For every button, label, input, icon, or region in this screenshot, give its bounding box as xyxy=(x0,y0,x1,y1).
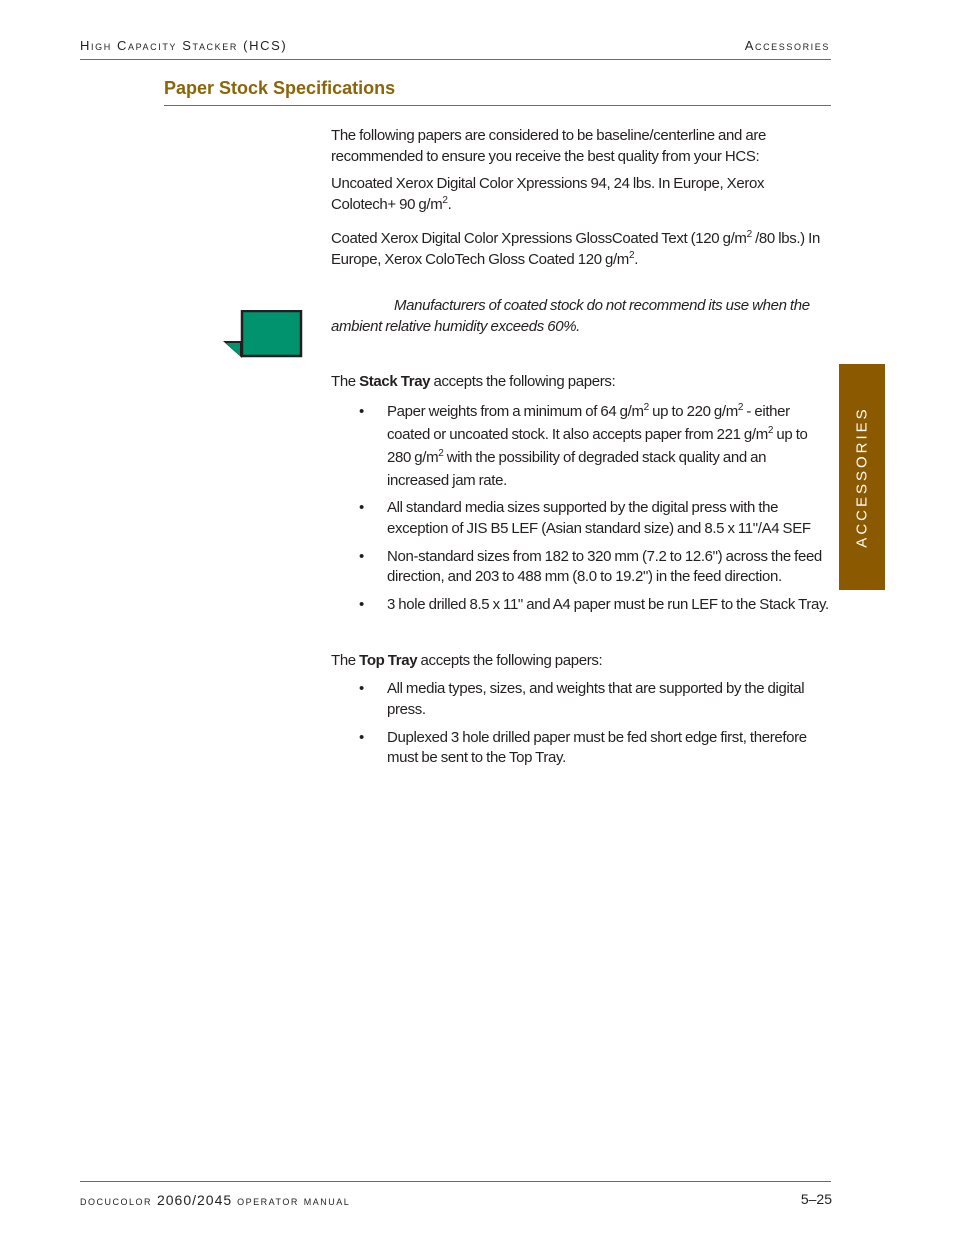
list-item: • Paper weights from a minimum of 64 $g/m^2$ up to 220 $g/m^2$ - either coated or uncoated stock. It also accepts paper from 221 $g/m^2$ up to 280 $g/m^2$ with the possibility of degraded stack quality and an increased jam rate. xyxy=(331,400,831,492)
list-item: • All media types, sizes, and weights that are supported by the digital press. xyxy=(331,679,831,720)
page-number: 5–25 xyxy=(800,1191,832,1207)
list-item: • Non-standard sizes from 182 to 320 mm (7.2 to 12.6") across the feed direction, and 203 to 488 mm (8.0 to 19.2") in the feed direction. xyxy=(331,547,831,588)
intro-paragraph-2: Uncoated Xerox Digital Color Xpressions 94, 24 lbs. In Europe, Xerox Colotech+ 90 $g/m^2$. xyxy=(331,175,765,213)
section-title: Paper Stock Specifications xyxy=(164,78,396,98)
running-header-section: Accessories xyxy=(744,38,830,53)
top-tray-list xyxy=(331,679,831,776)
note-text: Manufacturers of coated stock do not recommend its use when the ambient relative humidity exceeds 60%. xyxy=(331,297,810,335)
footer-manual-title: docucolor 2060/2045 operator manual xyxy=(80,1192,351,1208)
list-item: • All standard media sizes supported by the digital press with the exception of JIS B5 LEF (Asian standard size) and 8.5 x 11"/A4 SEF xyxy=(331,498,831,539)
stack-tray-term: Stack Tray xyxy=(359,373,431,390)
note-icon xyxy=(223,310,303,358)
side-tab-label: ACCESSORIES xyxy=(853,406,871,548)
footer-rule xyxy=(80,1181,831,1182)
stack-tray-list xyxy=(331,400,831,623)
stack-tray-intro: The Stack Tray accepts the following papers: xyxy=(331,373,616,390)
top-tray-intro: The Top Tray accepts the following papers: xyxy=(331,652,603,669)
header-rule xyxy=(80,59,831,60)
running-header-title: High Capacity Stacker (HCS) xyxy=(80,38,288,53)
intro-paragraph-3: Coated Xerox Digital Color Xpressions GlossCoated Text (120 $g/m^2$ /80 lbs.) In Europe, Xerox ColoTech Gloss Coated 120 $g/m^2$. xyxy=(331,229,820,268)
top-tray-term: Top Tray xyxy=(359,652,418,669)
list-item: • 3 hole drilled 8.5 x 11" and A4 paper must be run LEF to the Stack Tray. xyxy=(331,595,831,616)
intro-paragraph-1: The following papers are considered to be baseline/centerline and are recommended to ensure you receive the best quality from your HCS: xyxy=(331,127,766,165)
list-item: • Duplexed 3 hole drilled paper must be fed short edge first, therefore must be sent to the Top Tray. xyxy=(331,728,831,769)
section-side-tab xyxy=(839,364,885,590)
title-rule xyxy=(164,105,831,106)
